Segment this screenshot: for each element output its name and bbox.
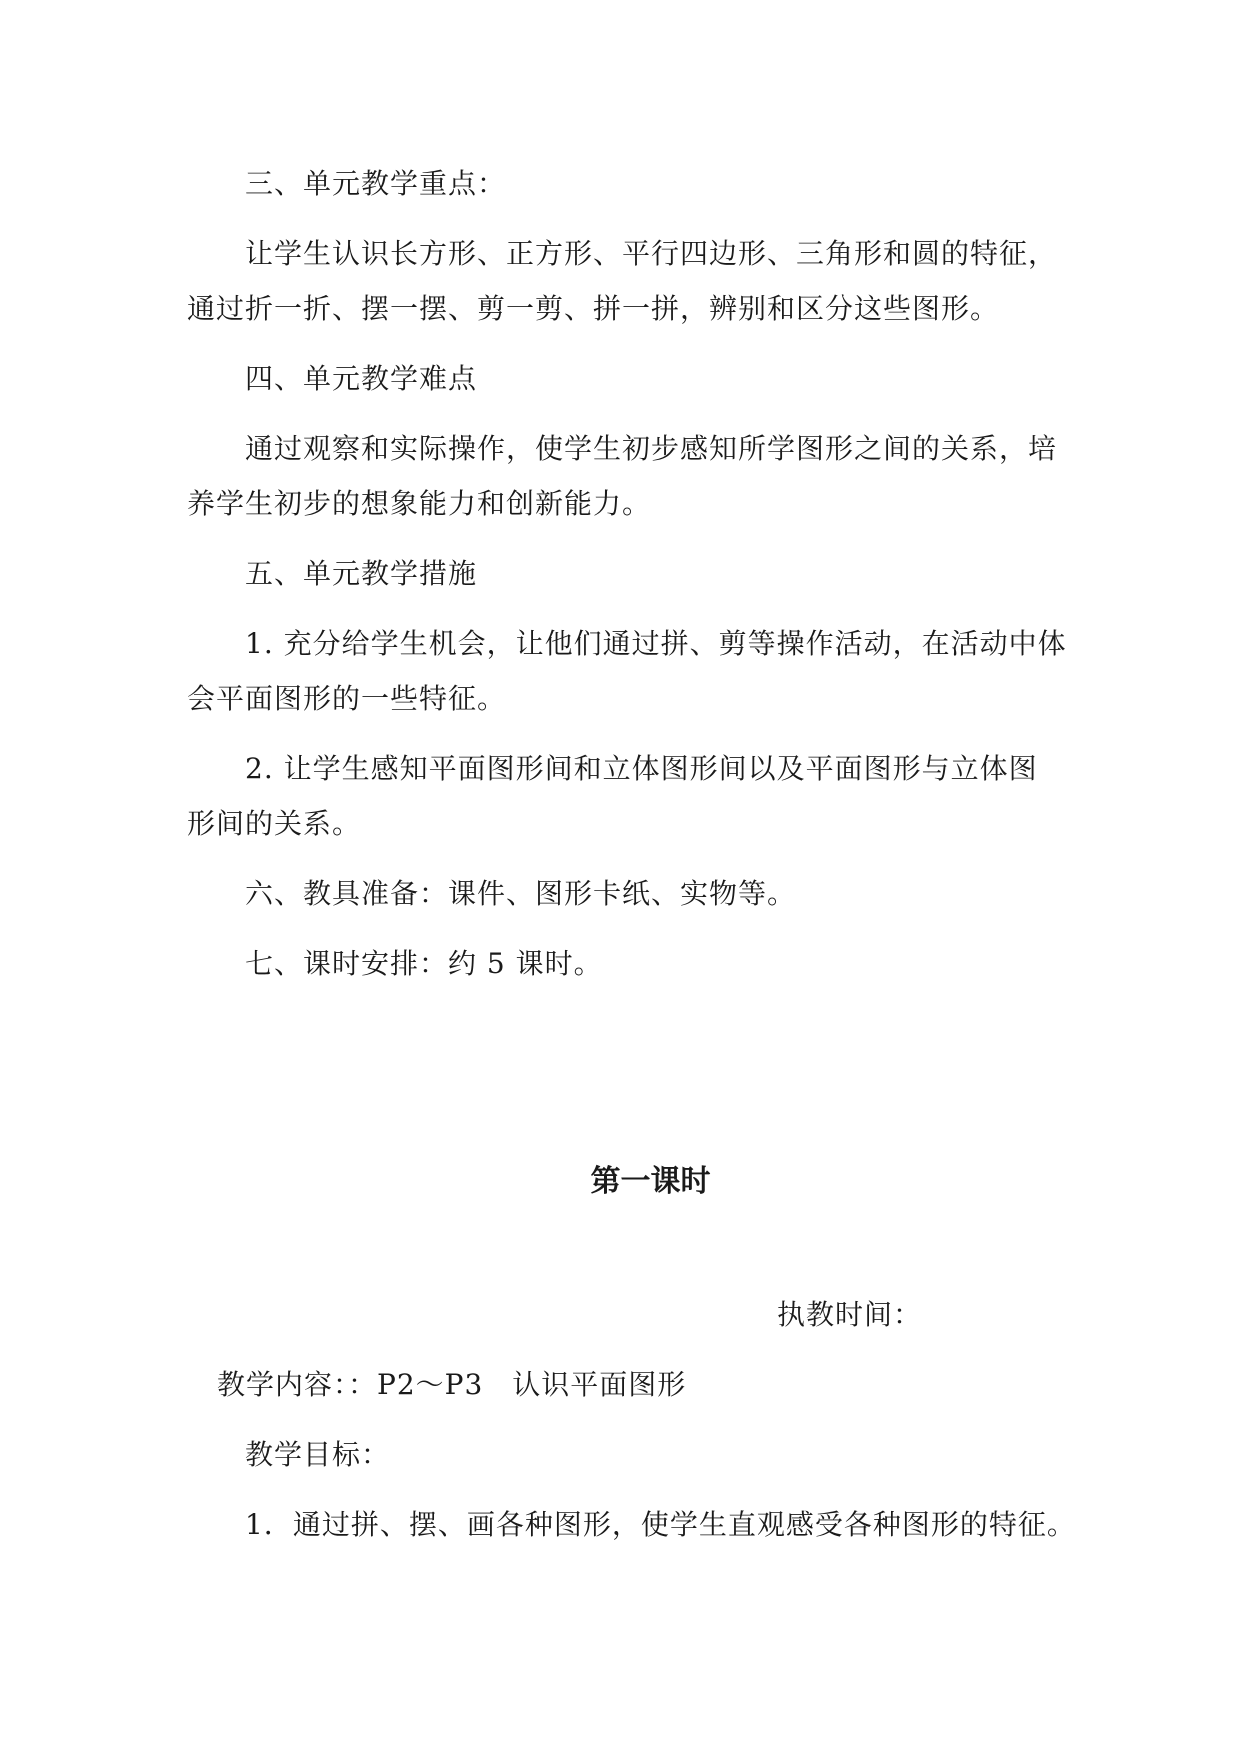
section-5-item-1-line-2: 会平面图形的一些特征。 <box>187 682 507 715</box>
section-5-item-2-line-1: 2. 让学生感知平面图形间和立体图形间以及平面图形与立体图 <box>245 752 1038 785</box>
teach-time-label: 执教时间： <box>777 1298 923 1331</box>
section-3-body-line-1: 让学生认识长方形、正方形、平行四边形、三角形和圆的特征， <box>245 237 1058 270</box>
teaching-goal-heading: 教学目标： <box>245 1438 391 1471</box>
lesson-title: 第一课时 <box>590 1164 711 1199</box>
section-3-heading: 三、单元教学重点： <box>245 167 507 200</box>
section-5-item-1-line-1: 1. 充分给学生机会，让他们通过拼、剪等操作活动，在活动中体 <box>245 627 1067 660</box>
teaching-content-line: 教学内容：：P2～P3 认识平面图形 <box>217 1368 687 1401</box>
section-4-body-line-1: 通过观察和实际操作，使学生初步感知所学图形之间的关系，培 <box>245 432 1058 465</box>
section-6-text: 六、教具准备：课件、图形卡纸、实物等。 <box>245 877 797 910</box>
section-7-text: 七、课时安排：约 5 课时。 <box>245 947 603 980</box>
section-5-heading: 五、单元教学措施 <box>245 557 478 590</box>
section-3-body-line-2: 通过折一折、摆一摆、剪一剪、拼一拼，辨别和区分这些图形。 <box>187 292 1000 325</box>
section-5-item-2-line-2: 形间的关系。 <box>187 807 362 840</box>
teaching-goal-1: 1．通过拼、摆、画各种图形，使学生直观感受各种图形的特征。 <box>245 1508 1076 1541</box>
section-4-heading: 四、单元教学难点 <box>245 362 478 395</box>
section-4-body-line-2: 养学生初步的想象能力和创新能力。 <box>187 487 652 520</box>
